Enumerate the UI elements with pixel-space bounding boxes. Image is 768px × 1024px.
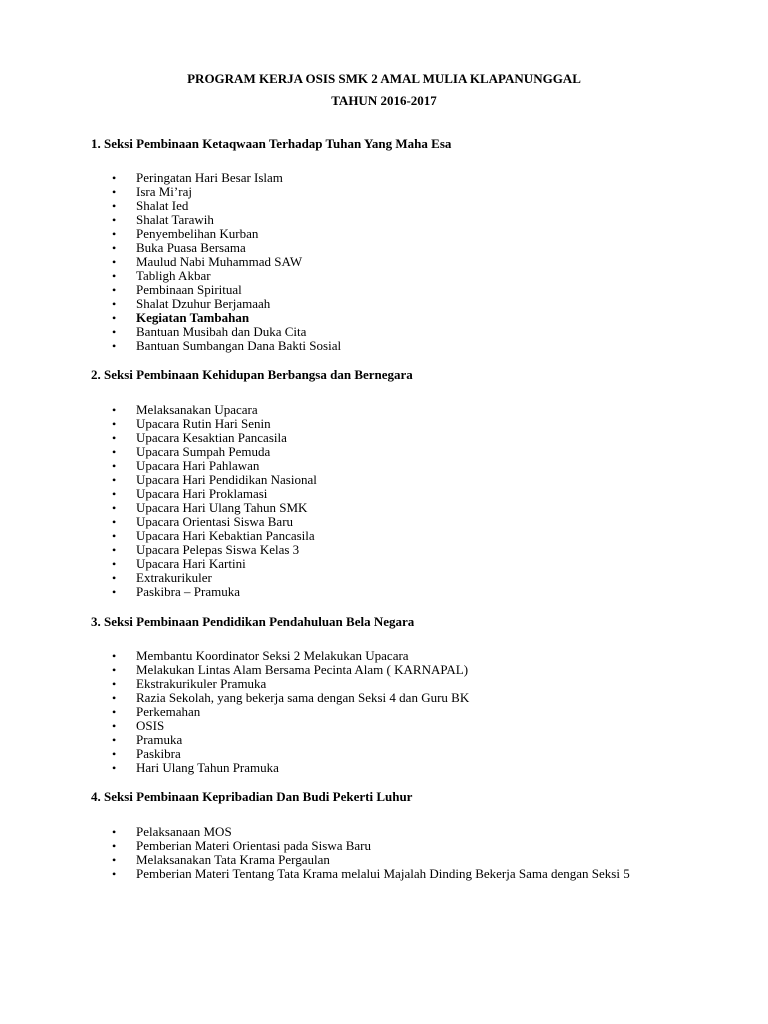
section-2-list — [112, 403, 317, 599]
list-item: • Bantuan Sumbangan Dana Bakti Sosial — [112, 338, 342, 353]
bullet-icon: • — [112, 691, 117, 705]
bullet-icon: • — [112, 677, 117, 691]
bullet-icon: • — [112, 297, 117, 311]
bullet-icon: • — [112, 459, 117, 473]
list-item: • Bantuan Musibah dan Duka Cita — [112, 324, 307, 339]
list-item: • Paskibra – Pramuka — [112, 584, 240, 599]
list-item: • Upacara Sumpah Pemuda — [112, 444, 271, 459]
section-1-heading: 1. Seksi Pembinaan Ketaqwaan Terhadap Tuhan Yang Maha Esa — [91, 136, 452, 151]
list-item: • Maulud Nabi Muhammad SAW — [112, 254, 303, 269]
bullet-icon: • — [112, 719, 117, 733]
bullet-icon: • — [112, 585, 117, 599]
list-item: • Extrakurikuler — [112, 570, 212, 585]
list-item: • Upacara Rutin Hari Senin — [112, 416, 271, 431]
list-item: • OSIS — [112, 718, 165, 733]
list-item: • Pemberian Materi Tentang Tata Krama melalui Majalah Dinding Bekerja Sama dengan Seksi 5 — [112, 866, 630, 881]
bullet-icon: • — [112, 649, 117, 663]
list-item: • Upacara Orientasi Siswa Baru — [112, 514, 294, 529]
bullet-icon: • — [112, 199, 117, 213]
document-year: TAHUN 2016-2017 — [331, 93, 437, 108]
list-item: • Pramuka — [112, 732, 183, 747]
list-item: • Upacara Kesaktian Pancasila — [112, 430, 287, 445]
list-item: • Upacara Hari Kebaktian Pancasila — [112, 528, 315, 543]
list-item: • Upacara Hari Pahlawan — [112, 458, 260, 473]
bullet-icon: • — [112, 311, 117, 325]
bullet-icon: • — [112, 213, 117, 227]
bullet-icon: • — [112, 339, 117, 353]
bullet-icon: • — [112, 227, 117, 241]
section-2-heading: 2. Seksi Pembinaan Kehidupan Berbangsa dan Bernegara — [91, 367, 413, 382]
list-item: • Ekstrakurikuler Pramuka — [112, 676, 267, 691]
bullet-icon: • — [112, 571, 117, 585]
bullet-icon: • — [112, 417, 117, 431]
section-4-heading: 4. Seksi Pembinaan Kepribadian Dan Budi Pekerti Luhur — [91, 789, 413, 804]
bullet-icon: • — [112, 473, 117, 487]
list-item: • Buka Puasa Bersama — [112, 240, 246, 255]
bullet-icon: • — [112, 269, 117, 283]
bullet-icon: • — [112, 515, 117, 529]
list-item: • Isra Mi’raj — [112, 184, 192, 199]
list-item: • Shalat Tarawih — [112, 212, 214, 227]
list-item: • Melaksanakan Tata Krama Pergaulan — [112, 852, 330, 867]
bullet-icon: • — [112, 557, 117, 571]
list-item: • Kegiatan Tambahan — [112, 310, 250, 325]
list-item: • Membantu Koordinator Seksi 2 Melakukan Upacara — [112, 648, 409, 663]
bullet-icon: • — [112, 867, 117, 881]
list-item: • Pembinaan Spiritual — [112, 282, 242, 297]
list-item: • Pelaksanaan MOS — [112, 824, 232, 839]
bullet-icon: • — [112, 431, 117, 445]
bullet-icon: • — [112, 171, 117, 185]
bullet-icon: • — [112, 705, 117, 719]
bullet-icon: • — [112, 255, 117, 269]
list-item: • Shalat Dzuhur Berjamaah — [112, 296, 271, 311]
section-1-list — [112, 171, 341, 353]
bullet-icon: • — [112, 403, 117, 417]
list-item: • Upacara Hari Proklamasi — [112, 486, 268, 501]
list-item: • Upacara Hari Kartini — [112, 556, 246, 571]
list-item: • Razia Sekolah, yang bekerja sama dengan Seksi 4 dan Guru BK — [112, 690, 470, 705]
bullet-icon: • — [112, 825, 117, 839]
bullet-icon: • — [112, 241, 117, 255]
section-4-list — [112, 825, 676, 881]
list-item: • Perkemahan — [112, 704, 201, 719]
bullet-icon: • — [112, 543, 117, 557]
list-item: • Tabligh Akbar — [112, 268, 211, 283]
list-item: • Upacara Pelepas Siswa Kelas 3 — [112, 542, 300, 557]
bullet-icon: • — [112, 529, 117, 543]
bullet-icon: • — [112, 761, 117, 775]
list-item: • Melaksanakan Upacara — [112, 402, 258, 417]
bullet-icon: • — [112, 283, 117, 297]
bullet-icon: • — [112, 501, 117, 515]
bullet-icon: • — [112, 839, 117, 853]
list-item: • Paskibra — [112, 746, 181, 761]
list-item: • Penyembelihan Kurban — [112, 226, 259, 241]
bullet-icon: • — [112, 747, 117, 761]
list-item: • Shalat Ied — [112, 198, 189, 213]
bullet-icon: • — [112, 325, 117, 339]
bullet-icon: • — [112, 733, 117, 747]
section-3-list — [112, 649, 469, 775]
list-item: • Melakukan Lintas Alam Bersama Pecinta Alam ( KARNAPAL) — [112, 662, 469, 677]
list-item: • Upacara Hari Pendidikan Nasional — [112, 472, 317, 487]
section-3-heading: 3. Seksi Pembinaan Pendidikan Pendahuluan Bela Negara — [91, 614, 415, 629]
list-item: • Hari Ulang Tahun Pramuka — [112, 760, 279, 775]
bullet-icon: • — [112, 663, 117, 677]
list-item: • Upacara Hari Ulang Tahun SMK — [112, 500, 308, 515]
bullet-icon: • — [112, 853, 117, 867]
document-title: PROGRAM KERJA OSIS SMK 2 AMAL MULIA KLAPANUNGGAL — [187, 71, 581, 86]
bullet-icon: • — [112, 185, 117, 199]
list-item: • Peringatan Hari Besar Islam — [112, 170, 283, 185]
list-item: • Pemberian Materi Orientasi pada Siswa Baru — [112, 838, 372, 853]
bullet-icon: • — [112, 445, 117, 459]
bullet-icon: • — [112, 487, 117, 501]
